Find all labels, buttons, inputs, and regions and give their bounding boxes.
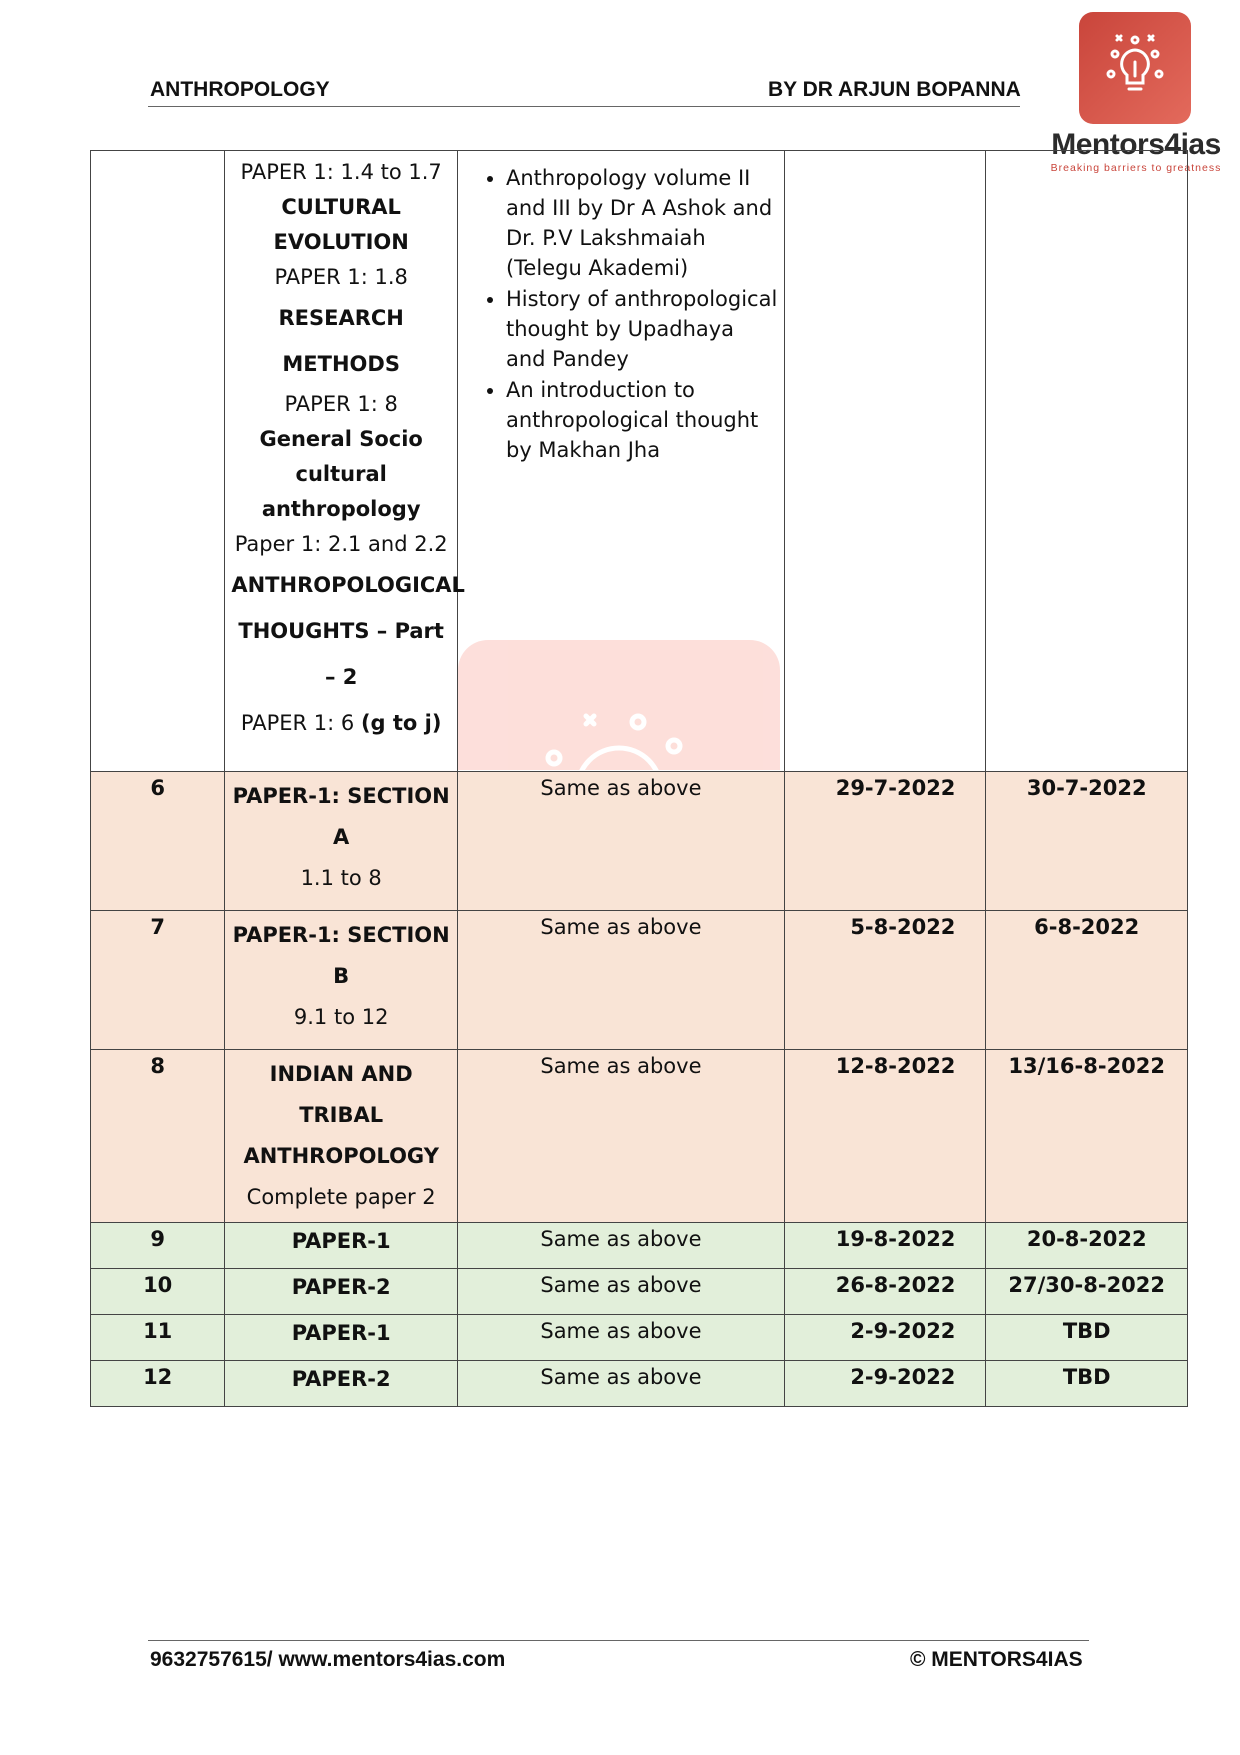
row-reference: Same as above [457, 1315, 784, 1361]
row-start-date: 2-9-2022 [784, 1315, 986, 1361]
row-end-date: 27/30-8-2022 [986, 1269, 1188, 1315]
row-title: PAPER-1: SECTION A [232, 784, 450, 849]
table-row [91, 772, 1188, 911]
row-topic-cell [225, 1223, 458, 1269]
row-start-date: 19-8-2022 [784, 1223, 986, 1269]
row-start-date: 5-8-2022 [784, 911, 986, 1050]
topic-line: PAPER 1: 1.8 [274, 265, 408, 289]
row-title: INDIAN AND TRIBAL ANTHROPOLOGY [243, 1062, 439, 1168]
brand-tagline: Breaking barriers to greatness [1050, 162, 1222, 174]
row-topic-cell [225, 1361, 458, 1407]
row-number: 8 [91, 1050, 225, 1223]
row-end-date: 6-8-2022 [986, 911, 1188, 1050]
row-topic-cell [225, 911, 458, 1050]
reference-item: • An introduction to anthropological thought by Makhan Jha [506, 375, 778, 465]
topic-line: PAPER 1: 8 [284, 392, 398, 416]
topic-heading: RESEARCH METHODS [278, 306, 404, 376]
row-end-date: 13/16-8-2022 [986, 1050, 1188, 1223]
topics-cell [225, 151, 465, 772]
lightbulb-icon [1079, 12, 1191, 124]
row-reference: Same as above [457, 1269, 784, 1315]
header-subject: ANTHROPOLOGY [150, 78, 330, 101]
reference-item: • History of anthropological thought by Upadhaya and Pandey [506, 284, 778, 374]
footer-contact: 9632757615/ www.mentors4ias.com [150, 1648, 506, 1671]
row-start-date: 26-8-2022 [784, 1269, 986, 1315]
topic-line-suffix: (g to j) [360, 711, 442, 735]
row-title: PAPER-1 [291, 1229, 391, 1253]
row-end-date: 30-7-2022 [986, 772, 1188, 911]
row-number: 9 [91, 1223, 225, 1269]
date-cell [784, 151, 986, 772]
brand-name: Mentors4ias [1051, 128, 1221, 161]
row-reference: Same as above [457, 911, 784, 1050]
row-number: 11 [91, 1315, 225, 1361]
topic-heading: CULTURAL EVOLUTION [273, 195, 409, 254]
row-title: PAPER-1: SECTION B [232, 923, 450, 988]
row-title: PAPER-2 [291, 1275, 391, 1299]
row-subtitle: Complete paper 2 [246, 1185, 436, 1209]
row-reference: Same as above [457, 1223, 784, 1269]
topic-line: Paper 1: 2.1 and 2.2 [234, 532, 448, 556]
row-reference: Same as above [457, 772, 784, 911]
table-row [91, 1223, 1188, 1269]
row-topic-cell [225, 772, 458, 911]
row-number: 7 [91, 911, 225, 1050]
row-start-date: 29-7-2022 [784, 772, 986, 911]
table-row [91, 1050, 1188, 1223]
topic-line: PAPER 1: 1.4 to 1.7 [240, 160, 442, 184]
table-row [91, 1315, 1188, 1361]
row-number-cell [91, 151, 225, 772]
references-list [464, 163, 778, 465]
topic-heading: General Socio cultural anthropology [259, 427, 423, 521]
row-reference: Same as above [457, 1361, 784, 1407]
row-end-date: TBD [986, 1315, 1188, 1361]
footer-copyright: © MENTORS4IAS [910, 1648, 1083, 1671]
table-row [91, 1269, 1188, 1315]
row-topic-cell [225, 1315, 458, 1361]
row-end-date: 20-8-2022 [986, 1223, 1188, 1269]
row-title: PAPER-1 [291, 1321, 391, 1345]
topic-line [231, 700, 451, 746]
row-end-date: TBD [986, 1361, 1188, 1407]
row-number: 6 [91, 772, 225, 911]
row-topic-cell [225, 1269, 458, 1315]
header-author: BY DR ARJUN BOPANNA [768, 78, 1021, 101]
table-row [91, 911, 1188, 1050]
header-divider [148, 106, 1020, 107]
brand-logo [1043, 12, 1229, 172]
row-title: PAPER-2 [291, 1367, 391, 1391]
row-number: 12 [91, 1361, 225, 1407]
schedule-table [90, 150, 1188, 1407]
row-reference: Same as above [457, 1050, 784, 1223]
row-start-date: 12-8-2022 [784, 1050, 986, 1223]
row-topic-cell [225, 1050, 458, 1223]
topic-heading: ANTHROPOLOGICAL THOUGHTS – Part – 2 [231, 573, 465, 689]
date-cell [986, 151, 1188, 772]
reference-item: • Anthropology volume II and III by Dr A Ashok and Dr. P.V Lakshmaiah (Telegu Akademi) [506, 163, 778, 283]
table-row [91, 1361, 1188, 1407]
row-subtitle: 1.1 to 8 [300, 866, 382, 890]
row-subtitle: 9.1 to 12 [293, 1005, 389, 1029]
topic-line-text: PAPER 1: 6 [240, 711, 361, 735]
watermark-logo [458, 640, 780, 770]
row-start-date: 2-9-2022 [784, 1361, 986, 1407]
footer-divider [148, 1640, 1089, 1641]
row-number: 10 [91, 1269, 225, 1315]
